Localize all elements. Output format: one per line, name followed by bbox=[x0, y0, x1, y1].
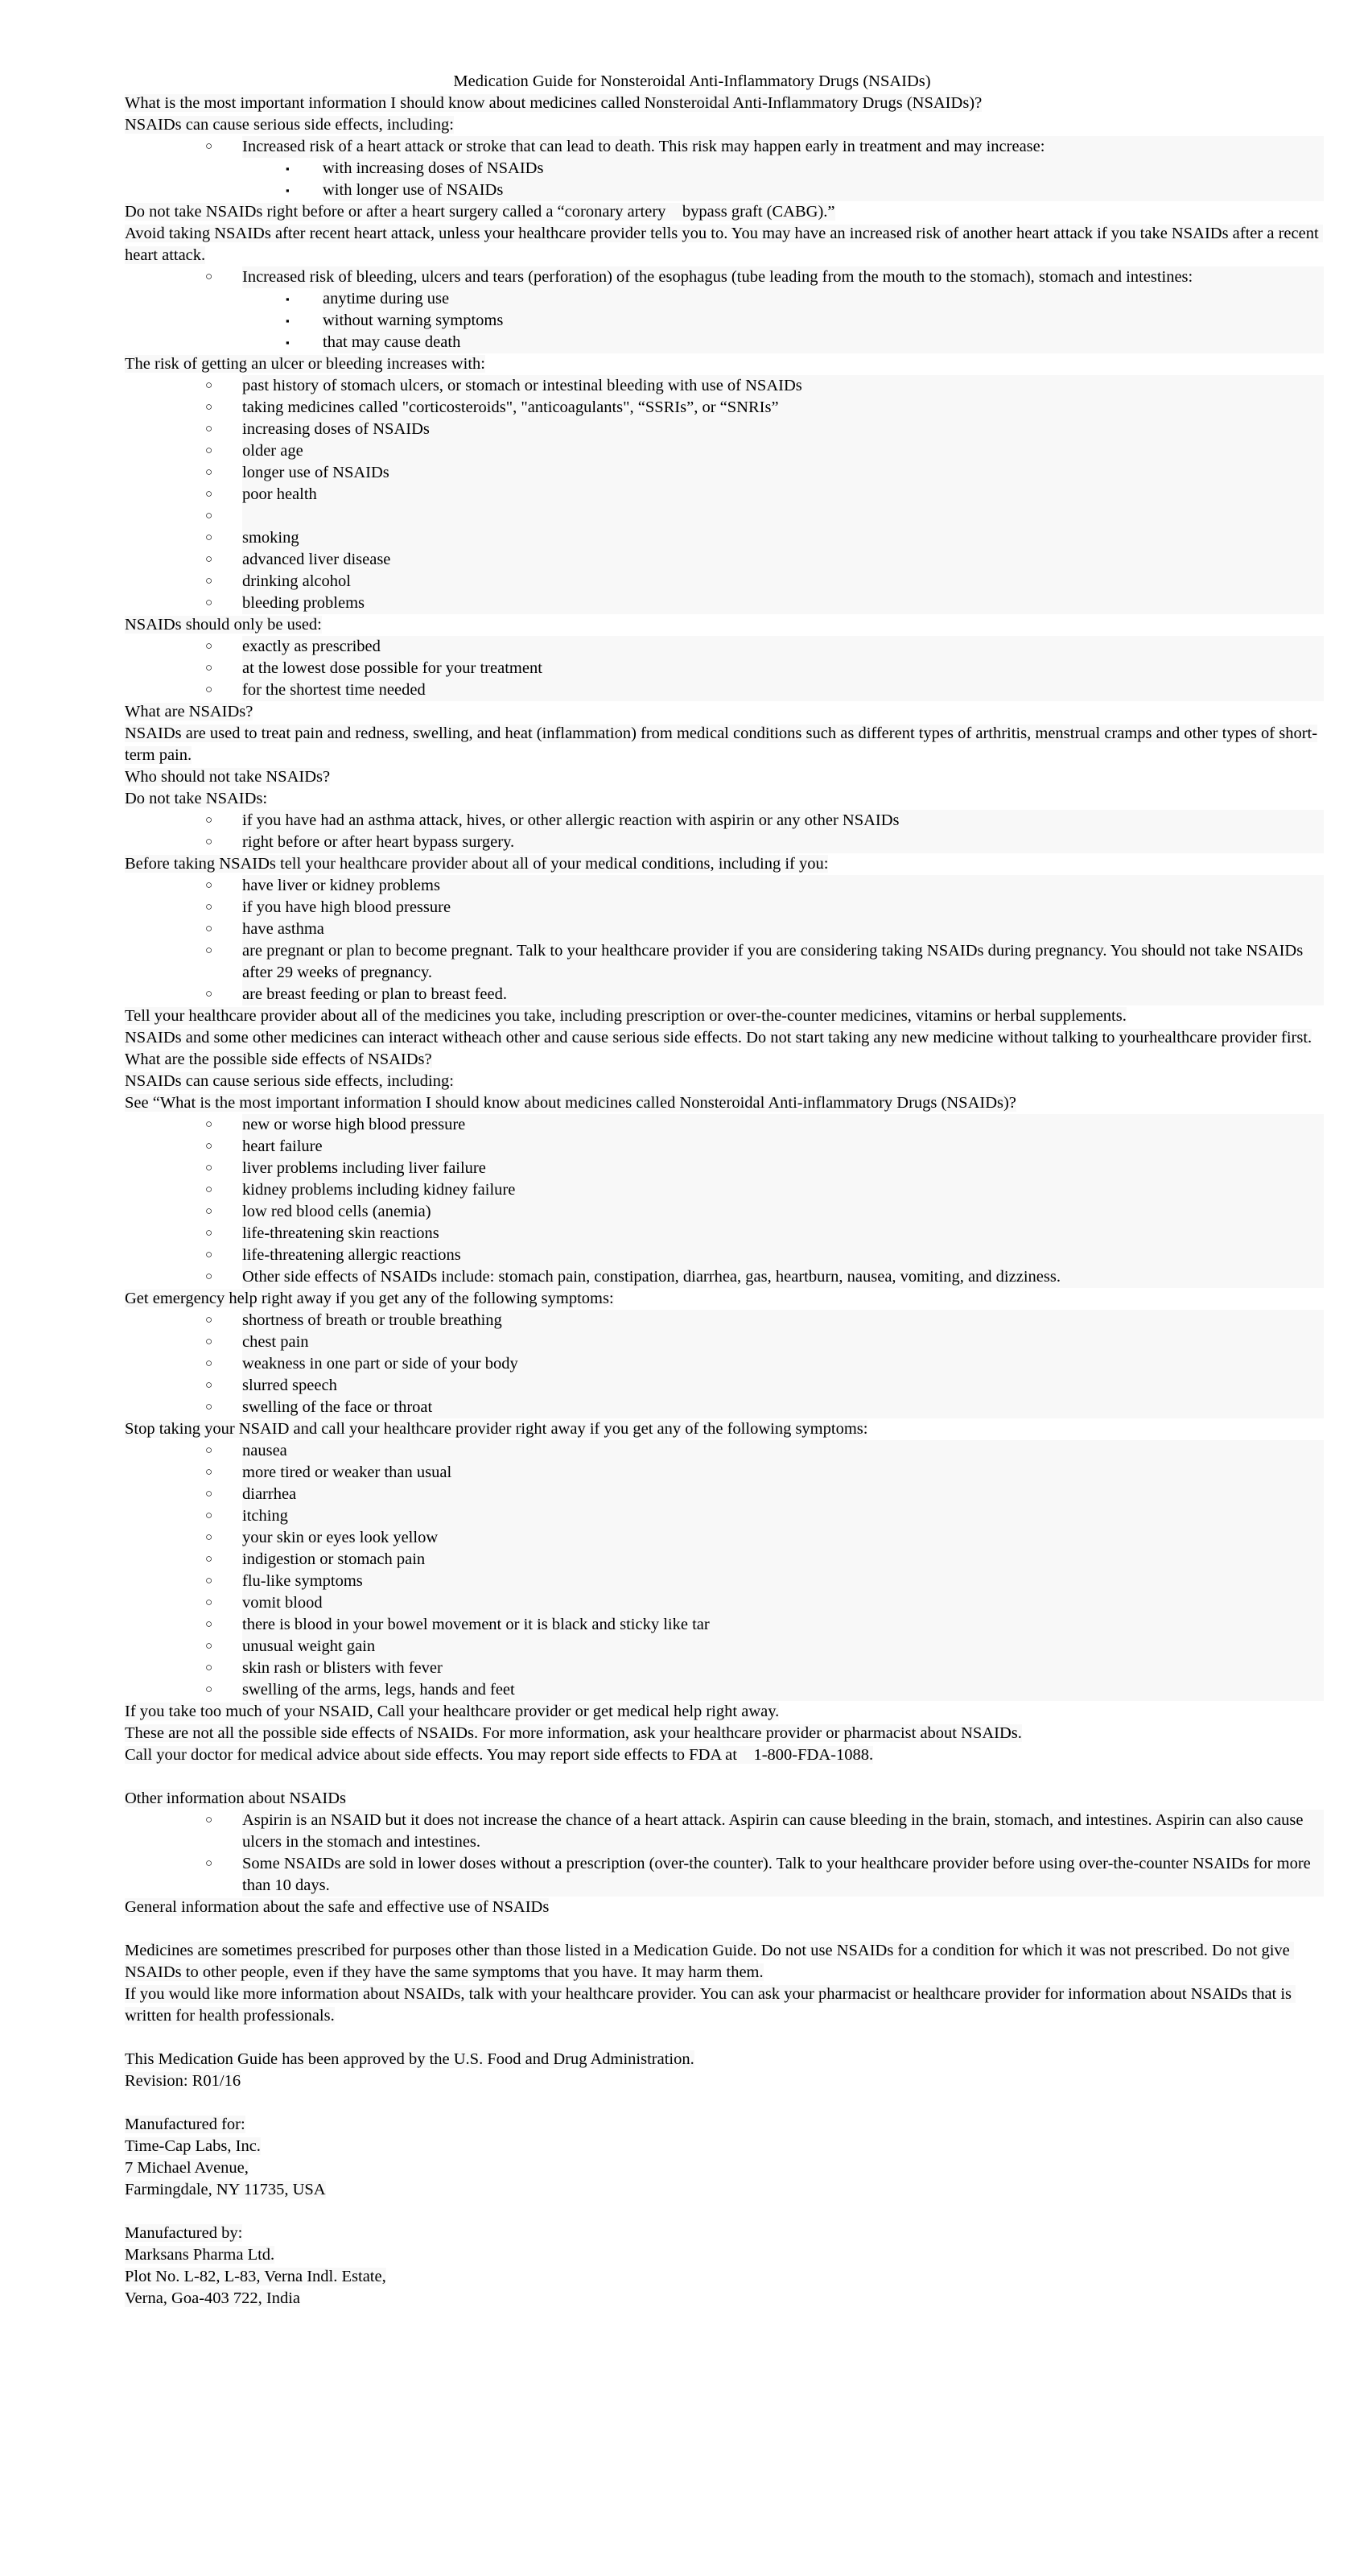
blank-line bbox=[125, 1766, 1324, 1788]
text-run: itching bbox=[242, 1505, 1324, 1527]
circle-bullet-icon: ○ bbox=[205, 1249, 213, 1261]
list-item bbox=[125, 1375, 1324, 1397]
list-item bbox=[125, 1266, 1324, 1288]
circle-bullet-icon: ○ bbox=[205, 1205, 213, 1218]
text-run: taking medicines called "corticosteroids", "anticoagulants", “SSRIs”, or “SNRIs” bbox=[242, 397, 1324, 419]
list-item bbox=[125, 506, 1324, 527]
list-item bbox=[125, 810, 1324, 832]
text-run: anytime during use bbox=[323, 288, 1324, 310]
text-run: slurred speech bbox=[242, 1375, 1324, 1397]
square-bullet-icon: ▪ bbox=[286, 293, 290, 305]
text-run: life-threatening skin reactions bbox=[242, 1223, 1324, 1245]
paragraph bbox=[125, 1418, 1324, 1440]
text-run bbox=[242, 506, 1324, 527]
circle-bullet-icon: ○ bbox=[205, 1270, 213, 1283]
text-run: Tell your healthcare provider about all of the medicines you take, including prescription or over-the-counter medicines, vitamins or herbal supplements. bbox=[125, 1007, 1127, 1025]
list-item bbox=[125, 636, 1324, 658]
circle-bullet-icon: ○ bbox=[205, 1857, 213, 1870]
text-run: heart failure bbox=[242, 1136, 1324, 1158]
list-item bbox=[125, 397, 1324, 419]
list-item bbox=[125, 984, 1324, 1005]
circle-bullet-icon: ○ bbox=[205, 270, 213, 283]
text-run: bleeding problems bbox=[242, 592, 1324, 614]
circle-bullet-icon: ○ bbox=[205, 401, 213, 414]
list-item bbox=[125, 1527, 1324, 1549]
list-item bbox=[125, 549, 1324, 571]
text-run: Marksans Pharma Ltd. bbox=[125, 2246, 275, 2264]
text-run: have liver or kidney problems bbox=[242, 875, 1324, 897]
list-item bbox=[125, 1505, 1324, 1527]
list-item bbox=[125, 1549, 1324, 1571]
text-run: unusual weight gain bbox=[242, 1636, 1324, 1657]
text-run: without warning symptoms bbox=[323, 310, 1324, 332]
paragraph bbox=[125, 223, 1324, 266]
paragraph bbox=[125, 1049, 1324, 1071]
list-item bbox=[125, 1397, 1324, 1418]
list-item bbox=[125, 1353, 1324, 1375]
paragraph bbox=[125, 1723, 1324, 1744]
paragraph bbox=[125, 1092, 1324, 1114]
circle-bullet-icon: ○ bbox=[205, 683, 213, 696]
circle-bullet-icon: ○ bbox=[205, 1531, 213, 1544]
circle-bullet-icon: ○ bbox=[205, 1379, 213, 1392]
circle-bullet-icon: ○ bbox=[205, 1553, 213, 1566]
text-run: if you have high blood pressure bbox=[242, 897, 1324, 919]
text-run: advanced liver disease bbox=[242, 549, 1324, 571]
list-item bbox=[125, 180, 1324, 201]
text-run: weakness in one part or side of your body bbox=[242, 1353, 1324, 1375]
text-run: NSAIDs should only be used: bbox=[125, 616, 322, 634]
blank-line bbox=[125, 2027, 1324, 2049]
text-run: If you take too much of your NSAID, Call your healthcare provider or get medical help right away. bbox=[125, 1703, 780, 1720]
text-run: there is blood in your bowel movement or it is black and sticky like tar bbox=[242, 1614, 1324, 1636]
text-run: kidney problems including kidney failure bbox=[242, 1179, 1324, 1201]
circle-bullet-icon: ○ bbox=[205, 944, 213, 957]
list-item bbox=[125, 592, 1324, 614]
text-run: shortness of breath or trouble breathing bbox=[242, 1310, 1324, 1331]
paragraph bbox=[125, 114, 1324, 136]
text-run: flu-like symptoms bbox=[242, 1571, 1324, 1592]
circle-bullet-icon: ○ bbox=[205, 923, 213, 935]
list-item bbox=[125, 1201, 1324, 1223]
list-item bbox=[125, 1657, 1324, 1679]
list-item bbox=[125, 310, 1324, 332]
paragraph bbox=[125, 201, 1324, 223]
text-run: Do not take NSAIDs: bbox=[125, 790, 268, 807]
paragraph bbox=[125, 788, 1324, 810]
list-item bbox=[125, 1853, 1324, 1897]
circle-bullet-icon: ○ bbox=[205, 510, 213, 522]
list-item bbox=[125, 832, 1324, 853]
paragraph bbox=[125, 1984, 1324, 2027]
paragraph bbox=[125, 853, 1324, 875]
circle-bullet-icon: ○ bbox=[205, 879, 213, 892]
circle-bullet-icon: ○ bbox=[205, 814, 213, 827]
list-item bbox=[125, 332, 1324, 353]
text-run: Some NSAIDs are sold in lower doses without a prescription (over-the counter). Talk to your healthcare provider before using over-the-counter NSAIDs for more than 10 days. bbox=[242, 1853, 1324, 1897]
circle-bullet-icon: ○ bbox=[205, 1335, 213, 1348]
blank-line bbox=[125, 2201, 1324, 2223]
paragraph bbox=[125, 701, 1324, 723]
paragraph bbox=[125, 614, 1324, 636]
circle-bullet-icon: ○ bbox=[205, 1466, 213, 1479]
circle-bullet-icon: ○ bbox=[205, 488, 213, 501]
circle-bullet-icon: ○ bbox=[205, 1618, 213, 1631]
text-run: Stop taking your NSAID and call your healthcare provider right away if you get any of the following symptoms: bbox=[125, 1420, 868, 1438]
list-item bbox=[125, 1810, 1324, 1853]
paragraph bbox=[125, 1788, 1324, 1810]
text-run: If you would like more information about NSAIDs, talk with your healthcare provider. You can ask your pharmacist or healthcare provider for information about NSAIDs that is written for health professionals. bbox=[125, 1985, 1296, 2025]
text-run: Avoid taking NSAIDs after recent heart attack, unless your healthcare provider tells you to. You may have an increased risk of another heart attack if you take NSAIDs after a recent heart attack. bbox=[125, 225, 1323, 264]
text-run: skin rash or blisters with fever bbox=[242, 1657, 1324, 1679]
text-run: liver problems including liver failure bbox=[242, 1158, 1324, 1179]
text-run: at the lowest dose possible for your treatment bbox=[242, 658, 1324, 679]
list-item bbox=[125, 1158, 1324, 1179]
paragraph bbox=[125, 2244, 1324, 2266]
text-run: exactly as prescribed bbox=[242, 636, 1324, 658]
text-run: Revision: R01/16 bbox=[125, 2072, 241, 2090]
text-run: more tired or weaker than usual bbox=[242, 1462, 1324, 1484]
list-item bbox=[125, 1179, 1324, 1201]
text-run: Call your doctor for medical advice about side effects. You may report side effects to FDA at 1-800-FDA-1088. bbox=[125, 1746, 874, 1764]
list-item bbox=[125, 462, 1324, 484]
list-item bbox=[125, 1440, 1324, 1462]
text-run: swelling of the face or throat bbox=[242, 1397, 1324, 1418]
text-run: Increased risk of a heart attack or stroke that can lead to death. This risk may happen early in treatment and may increase: bbox=[242, 136, 1324, 158]
paragraph bbox=[125, 2266, 1324, 2288]
text-run: are breast feeding or plan to breast feed. bbox=[242, 984, 1324, 1005]
text-run: This Medication Guide has been approved by the U.S. Food and Drug Administration. bbox=[125, 2050, 694, 2068]
circle-bullet-icon: ○ bbox=[205, 1488, 213, 1501]
text-run: Verna, Goa-403 722, India bbox=[125, 2289, 301, 2307]
circle-bullet-icon: ○ bbox=[205, 1814, 213, 1827]
list-item bbox=[125, 940, 1324, 984]
list-item bbox=[125, 571, 1324, 592]
circle-bullet-icon: ○ bbox=[205, 1640, 213, 1653]
circle-bullet-icon: ○ bbox=[205, 836, 213, 848]
text-run: Who should not take NSAIDs? bbox=[125, 768, 331, 786]
text-run: increasing doses of NSAIDs bbox=[242, 419, 1324, 440]
paragraph bbox=[125, 2114, 1324, 2136]
document-title: Medication Guide for Nonsteroidal Anti-Inflammatory Drugs (NSAIDs) bbox=[453, 72, 931, 90]
list-item bbox=[125, 1462, 1324, 1484]
circle-bullet-icon: ○ bbox=[205, 1314, 213, 1327]
text-run: past history of stomach ulcers, or stomach or intestinal bleeding with use of NSAIDs bbox=[242, 375, 1324, 397]
circle-bullet-icon: ○ bbox=[205, 531, 213, 544]
paragraph bbox=[125, 2179, 1324, 2201]
list-item bbox=[125, 1592, 1324, 1614]
list-item bbox=[125, 136, 1324, 158]
text-run: with longer use of NSAIDs bbox=[323, 180, 1324, 201]
paragraph bbox=[125, 2288, 1324, 2310]
text-run: 7 Michael Avenue, bbox=[125, 2159, 249, 2177]
circle-bullet-icon: ○ bbox=[205, 640, 213, 653]
text-run: older age bbox=[242, 440, 1324, 462]
text-run: Manufactured by: bbox=[125, 2224, 243, 2242]
text-run: Other side effects of NSAIDs include: stomach pain, constipation, diarrhea, gas, heartburn, nausea, vomiting, and dizziness. bbox=[242, 1266, 1324, 1288]
text-run: your skin or eyes look yellow bbox=[242, 1527, 1324, 1549]
blank-line bbox=[125, 2092, 1324, 2114]
list-item bbox=[125, 1310, 1324, 1331]
list-item bbox=[125, 1636, 1324, 1657]
text-run: chest pain bbox=[242, 1331, 1324, 1353]
paragraph bbox=[125, 1027, 1324, 1049]
text-run: that may cause death bbox=[323, 332, 1324, 353]
circle-bullet-icon: ○ bbox=[205, 1401, 213, 1414]
list-item bbox=[125, 658, 1324, 679]
text-run: NSAIDs can cause serious side effects, including: bbox=[125, 1072, 454, 1090]
list-item bbox=[125, 875, 1324, 897]
list-item bbox=[125, 288, 1324, 310]
circle-bullet-icon: ○ bbox=[205, 140, 213, 153]
text-run: if you have had an asthma attack, hives, or other allergic reaction with aspirin or any other NSAIDs bbox=[242, 810, 1324, 832]
text-run: vomit blood bbox=[242, 1592, 1324, 1614]
text-run: low red blood cells (anemia) bbox=[242, 1201, 1324, 1223]
text-run: have asthma bbox=[242, 919, 1324, 940]
text-run: The risk of getting an ulcer or bleeding increases with: bbox=[125, 355, 486, 373]
text-run: right before or after heart bypass surgery. bbox=[242, 832, 1324, 853]
paragraph bbox=[125, 1288, 1324, 1310]
text-run: Other information about NSAIDs bbox=[125, 1790, 346, 1807]
circle-bullet-icon: ○ bbox=[205, 1183, 213, 1196]
text-run: General information about the safe and effective use of NSAIDs bbox=[125, 1898, 550, 1916]
list-item bbox=[125, 158, 1324, 180]
paragraph bbox=[125, 1744, 1324, 1766]
text-run: Aspirin is an NSAID but it does not increase the chance of a heart attack. Aspirin can cause bleeding in the brain, stomach, and intestines. Aspirin can also cause ulcers in the stomach and intestines. bbox=[242, 1810, 1324, 1853]
text-run: NSAIDs are used to treat pain and redness, swelling, and heat (inflammation) from medical conditions such as different types of arthritis, menstrual cramps and other types of short-term pain. bbox=[125, 724, 1318, 764]
list-item bbox=[125, 679, 1324, 701]
paragraph bbox=[125, 1071, 1324, 1092]
paragraph bbox=[125, 2136, 1324, 2157]
text-run: Increased risk of bleeding, ulcers and tears (perforation) of the esophagus (tube leading from the mouth to the stomach), stomach and intestines: bbox=[242, 266, 1324, 288]
text-run: What are the possible side effects of NSAIDs? bbox=[125, 1051, 432, 1068]
list-item bbox=[125, 919, 1324, 940]
circle-bullet-icon: ○ bbox=[205, 1596, 213, 1609]
circle-bullet-icon: ○ bbox=[205, 1444, 213, 1457]
circle-bullet-icon: ○ bbox=[205, 597, 213, 609]
circle-bullet-icon: ○ bbox=[205, 466, 213, 479]
document-body bbox=[125, 93, 1324, 2310]
text-run: poor health bbox=[242, 484, 1324, 506]
list-item bbox=[125, 419, 1324, 440]
circle-bullet-icon: ○ bbox=[205, 1118, 213, 1131]
text-run: These are not all the possible side effects of NSAIDs. For more information, ask your healthcare provider or pharmacist about NSAIDs. bbox=[125, 1724, 1022, 1742]
text-run: Do not take NSAIDs right before or after a heart surgery called a “coronary artery bypass graft (CABG).” bbox=[125, 203, 835, 221]
circle-bullet-icon: ○ bbox=[205, 379, 213, 392]
text-run: NSAIDs can cause serious side effects, including: bbox=[125, 116, 454, 134]
text-run: Manufactured for: bbox=[125, 2116, 245, 2133]
list-item bbox=[125, 266, 1324, 288]
square-bullet-icon: ▪ bbox=[286, 336, 290, 349]
circle-bullet-icon: ○ bbox=[205, 423, 213, 436]
text-run: What are NSAIDs? bbox=[125, 703, 253, 720]
list-item bbox=[125, 897, 1324, 919]
list-item bbox=[125, 1571, 1324, 1592]
paragraph bbox=[125, 1940, 1324, 1984]
text-run: NSAIDs and some other medicines can interact witheach other and cause serious side effects. Do not start taking any new medicine without talking to yourhealthcare provider first. bbox=[125, 1029, 1312, 1046]
circle-bullet-icon: ○ bbox=[205, 901, 213, 914]
text-run: nausea bbox=[242, 1440, 1324, 1462]
circle-bullet-icon: ○ bbox=[205, 1509, 213, 1522]
text-run: drinking alcohol bbox=[242, 571, 1324, 592]
text-run: Get emergency help right away if you get any of the following symptoms: bbox=[125, 1290, 614, 1307]
medication-guide-document bbox=[125, 71, 1324, 2310]
text-run: with increasing doses of NSAIDs bbox=[323, 158, 1324, 180]
list-item bbox=[125, 1679, 1324, 1701]
paragraph bbox=[125, 2223, 1324, 2244]
circle-bullet-icon: ○ bbox=[205, 662, 213, 675]
text-run: are pregnant or plan to become pregnant. Talk to your healthcare provider if you are considering taking NSAIDs during pregnancy. You should not take NSAIDs after 29 weeks of pregnancy. bbox=[242, 940, 1324, 984]
text-run: What is the most important information I should know about medicines called Nonsteroidal Anti-Inflammatory Drugs (NSAIDs)? bbox=[125, 94, 983, 112]
square-bullet-icon: ▪ bbox=[286, 184, 290, 196]
paragraph bbox=[125, 766, 1324, 788]
text-run: life-threatening allergic reactions bbox=[242, 1245, 1324, 1266]
text-run: Time-Cap Labs, Inc. bbox=[125, 2137, 261, 2155]
circle-bullet-icon: ○ bbox=[205, 1683, 213, 1696]
list-item bbox=[125, 375, 1324, 397]
list-item bbox=[125, 1245, 1324, 1266]
list-item bbox=[125, 1331, 1324, 1353]
list-item bbox=[125, 1614, 1324, 1636]
list-item bbox=[125, 484, 1324, 506]
circle-bullet-icon: ○ bbox=[205, 1662, 213, 1674]
list-item bbox=[125, 1223, 1324, 1245]
text-run: See “What is the most important information I should know about medicines called Nonsteroidal Anti-inflammatory Drugs (NSAIDs)? bbox=[125, 1094, 1016, 1112]
circle-bullet-icon: ○ bbox=[205, 1227, 213, 1240]
paragraph bbox=[125, 2049, 1324, 2070]
paragraph bbox=[125, 2070, 1324, 2092]
text-run: Plot No. L-82, L-83, Verna Indl. Estate, bbox=[125, 2268, 386, 2285]
text-run: new or worse high blood pressure bbox=[242, 1114, 1324, 1136]
paragraph bbox=[125, 1005, 1324, 1027]
text-run: Farmingdale, NY 11735, USA bbox=[125, 2181, 326, 2198]
circle-bullet-icon: ○ bbox=[205, 553, 213, 566]
circle-bullet-icon: ○ bbox=[205, 1162, 213, 1174]
list-item bbox=[125, 1484, 1324, 1505]
text-run: swelling of the arms, legs, hands and feet bbox=[242, 1679, 1324, 1701]
circle-bullet-icon: ○ bbox=[205, 988, 213, 1001]
paragraph bbox=[125, 1701, 1324, 1723]
paragraph bbox=[125, 2157, 1324, 2179]
paragraph bbox=[125, 353, 1324, 375]
list-item bbox=[125, 527, 1324, 549]
circle-bullet-icon: ○ bbox=[205, 444, 213, 457]
circle-bullet-icon: ○ bbox=[205, 1357, 213, 1370]
text-run: Medicines are sometimes prescribed for purposes other than those listed in a Medication Guide. Do not use NSAIDs for a condition for which it was not prescribed. Do not give NSAIDs to other people, even if they have the same symptoms that you have. It may harm them. bbox=[125, 1942, 1294, 1981]
square-bullet-icon: ▪ bbox=[286, 315, 290, 327]
text-run: for the shortest time needed bbox=[242, 679, 1324, 701]
list-item bbox=[125, 440, 1324, 462]
blank-line bbox=[125, 1918, 1324, 1940]
text-run: indigestion or stomach pain bbox=[242, 1549, 1324, 1571]
list-item bbox=[125, 1136, 1324, 1158]
circle-bullet-icon: ○ bbox=[205, 575, 213, 588]
list-item bbox=[125, 1114, 1324, 1136]
circle-bullet-icon: ○ bbox=[205, 1140, 213, 1153]
text-run: longer use of NSAIDs bbox=[242, 462, 1324, 484]
paragraph bbox=[125, 93, 1324, 114]
text-run: Before taking NSAIDs tell your healthcare provider about all of your medical conditions, including if you: bbox=[125, 855, 829, 873]
circle-bullet-icon: ○ bbox=[205, 1575, 213, 1587]
paragraph bbox=[125, 723, 1324, 766]
text-run: smoking bbox=[242, 527, 1324, 549]
paragraph bbox=[125, 1897, 1324, 1918]
text-run: diarrhea bbox=[242, 1484, 1324, 1505]
square-bullet-icon: ▪ bbox=[286, 163, 290, 175]
